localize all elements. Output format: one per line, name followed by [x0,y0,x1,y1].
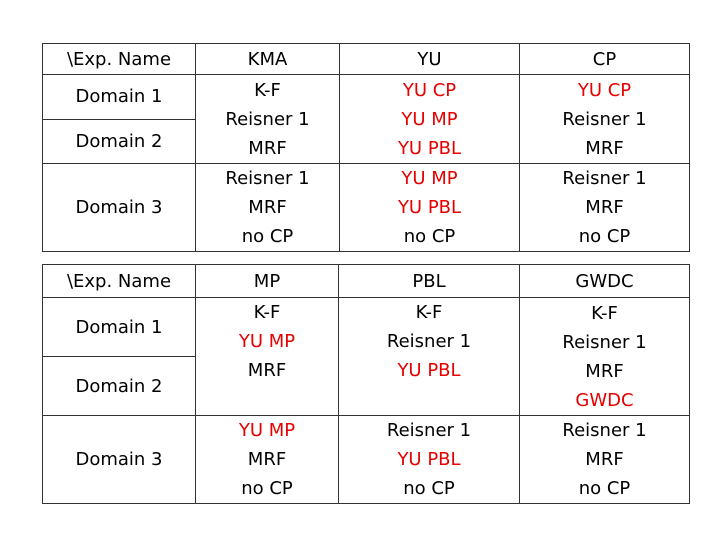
cell-line: MRF [585,137,624,159]
cell-line: YU MP [238,420,296,441]
cell-line: Reisner 1 [386,420,472,441]
table-header-row [43,265,690,298]
cell-kma-d3 [196,164,340,252]
table-row [43,164,690,252]
cell-line: no CP [241,226,294,247]
header-exp-name: \Exp. Name [43,44,196,75]
table-row [43,75,690,164]
cell-line: MRF [248,137,287,159]
header-yu: YU [340,44,520,75]
cell-line: K-F [591,302,618,324]
cell-line: YU PBL [397,449,461,470]
cell-line: MRF [247,360,287,381]
cell-line: Reisner 1 [562,108,647,130]
cell-line: no CP [241,478,293,499]
cell-line: MRF [247,449,287,470]
cell-line: MRF [585,197,624,218]
table-row [43,298,690,416]
header-cp: CP [520,44,690,75]
cell-mp-d12 [196,298,339,416]
table-row [43,416,690,504]
cell-line: no CP [578,478,631,499]
cell-line: MRF [585,449,624,470]
cell-line: YU PBL [397,197,462,218]
cell-yu-d3 [340,164,520,252]
experiment-table-1 [42,43,690,252]
header-pbl: PBL [339,265,520,298]
cell-line: YU PBL [397,360,461,381]
domain-cell [43,75,196,164]
cell-line: MRF [248,197,287,218]
experiment-table-2 [42,264,690,504]
cell-yu-d12 [340,75,520,164]
cell-line: K-F [415,302,443,323]
domain-3-label: Domain 3 [43,164,196,252]
cell-line: K-F [254,79,281,101]
cell-line: YU CP [402,79,457,101]
cell-gwdc-d12 [520,298,690,416]
table-header-row [43,44,690,75]
domain-cell [43,298,196,416]
cell-pbl-d3 [339,416,520,504]
cell-line: Reisner 1 [225,108,310,130]
header-exp-name: \Exp. Name [43,265,196,298]
cell-cp-d12 [520,75,690,164]
cell-line: K-F [253,302,281,323]
cell-line: Reisner 1 [386,331,472,352]
header-mp: MP [196,265,339,298]
cell-line: GWDC [575,389,634,411]
cell-line: Reisner 1 [562,331,647,353]
domain-2-label: Domain 2 [75,130,163,152]
cell-line: Reisner 1 [225,168,310,189]
cell-line: YU CP [577,79,632,101]
cell-line: no CP [403,226,456,247]
header-gwdc: GWDC [520,265,690,298]
cell-kma-d12 [196,75,340,164]
cell-line: YU PBL [397,137,462,159]
domain-1-label: Domain 1 [43,75,195,120]
cell-mp-d3 [196,416,339,504]
cell-line: YU MP [401,168,458,189]
cell-line: Reisner 1 [562,168,647,189]
cell-cp-d3 [520,164,690,252]
header-kma: KMA [196,44,340,75]
cell-line: MRF [585,360,624,382]
cell-pbl-d12 [339,298,520,416]
cell-line: YU MP [238,331,296,352]
cell-line: no CP [578,226,631,247]
cell-line: no CP [403,478,455,499]
domain-3-label: Domain 3 [43,416,196,504]
cell-gwdc-d3 [520,416,690,504]
domain-1-label: Domain 1 [43,298,195,357]
cell-line: YU MP [401,108,458,130]
domain-2-label: Domain 2 [75,375,163,397]
cell-line: Reisner 1 [562,420,647,441]
